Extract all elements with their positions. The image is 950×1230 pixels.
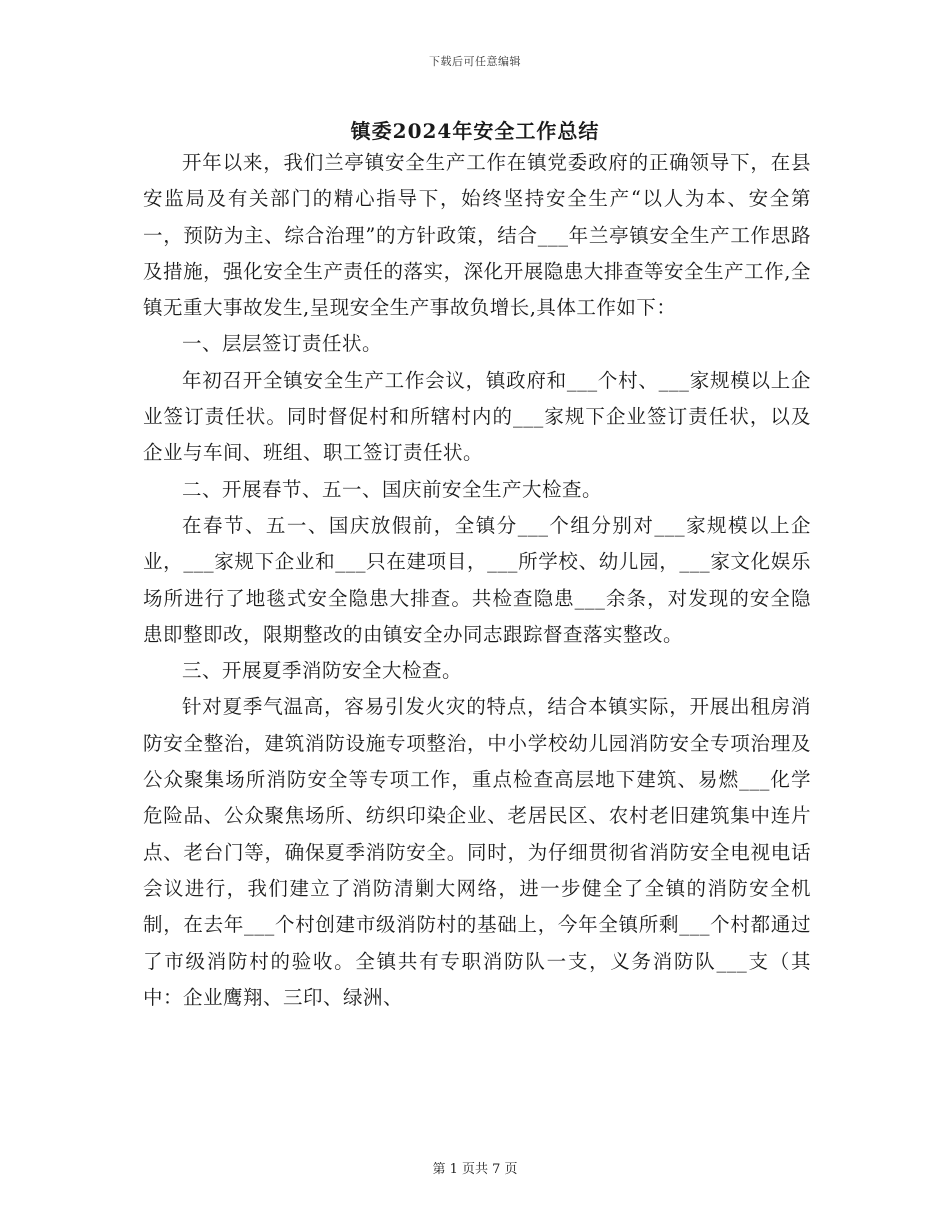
header-note: 下载后可任意编辑 [429, 55, 521, 68]
section-heading-1: 一、层层签订责任状。 [182, 332, 383, 356]
page-number-footer: 第 1 页共 7 页 [432, 1162, 518, 1177]
document-body [143, 145, 811, 1016]
paragraph-intro: 开年以来，我们兰亭镇安全生产工作在镇党委政府的正确领导下，在县安监局及有关部门的精心指导下，始终坚持安全生产“以人为本、安全第一，预防为主、综合治理”的方针政策，结合___年兰亭镇安全生产工作思路及措施，强化安全生产责任的落实，深化开展隐患大排查等安全生产工作,全镇无重大事故发生,呈现安全生产事故负增长,具体工作如下： [143, 151, 811, 320]
paragraph-section-2: 在春节、五一、国庆放假前，全镇分___个组分别对___家规模以上企业，___家规下企业和___只在建项目，___所学校、幼儿园，___家文化娱乐场所进行了地毯式安全隐患大排查。共检查隐患___余条，对发现的安全隐患即整即改，限期整改的由镇安全办同志跟踪督查落实整改。 [143, 513, 811, 646]
document-title: 镇委2024年安全工作总结 [350, 119, 600, 143]
section-heading-3: 三、开展夏季消防安全大检查。 [182, 659, 463, 683]
section-heading-2: 二、开展春节、五一、国庆前安全生产大检查。 [182, 477, 603, 501]
paragraph-section-1: 年初召开全镇安全生产工作会议，镇政府和___个村、___家规模以上企业签订责任状。同时督促村和所辖村内的___家规下企业签订责任状，以及企业与车间、班组、职工签订责任状。 [143, 368, 811, 465]
paragraph-section-3: 针对夏季气温高，容易引发火灾的特点，结合本镇实际，开展出租房消防安全整治，建筑消防设施专项整治，中小学校幼儿园消防安全专项治理及公众聚集场所消防安全等专项工作，重点检查高层地下建筑、易燃___化学危险品、公众聚焦场所、纺织印染企业、老居民区、农村老旧建筑集中连片点、老台门等，确保夏季消防安全。同时，为仔细贯彻省消防安全电视电话会议进行，我们建立了消防清剿大网络，进一步健全了全镇的消防安全机制，在去年___个村创建市级消防村的基础上，今年全镇所剩___个村都通过了市级消防村的验收。全镇共有专职消防队一支，义务消防队___支（其中：企业鹰翔、三印、绿洲、 [143, 695, 811, 1009]
